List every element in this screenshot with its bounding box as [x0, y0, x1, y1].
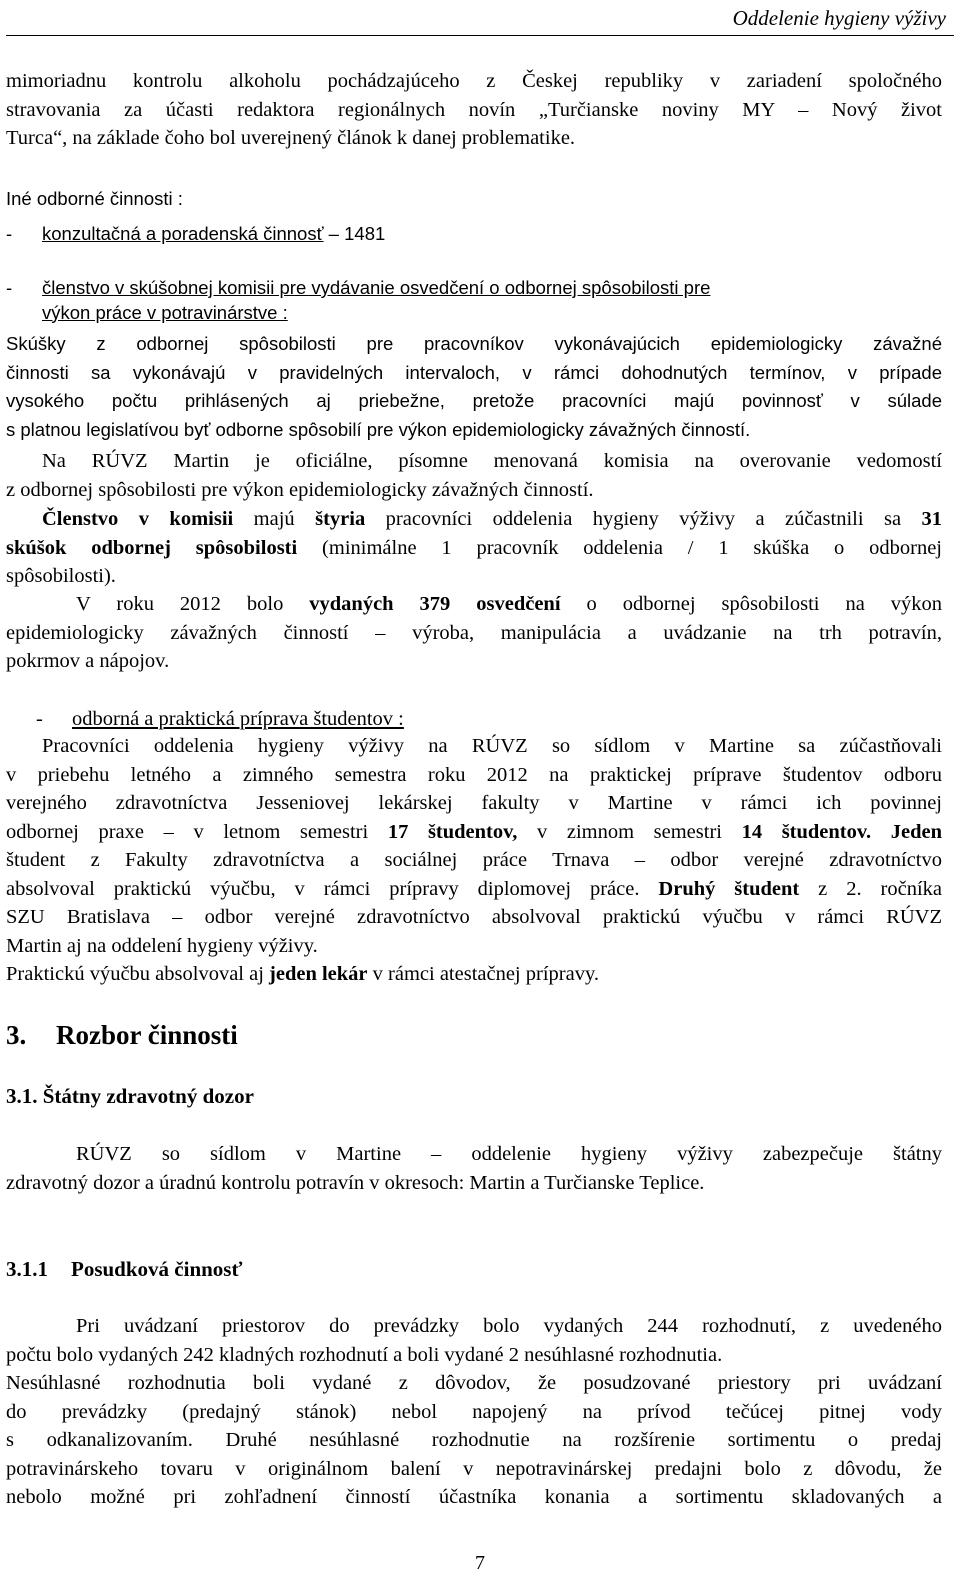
intro-paragraph: [6, 67, 942, 153]
certificates-paragraph: [6, 590, 942, 676]
text-line: v priebehu letného a zimného semestra roku 2012 na praktickej príprave študentov odboru: [6, 763, 942, 786]
text-line: s odkanalizovaním. Druhé nesúhlasné rozhodnutie na rozšírenie sortimentu o predaj: [6, 1429, 942, 1451]
page-number: 7: [475, 1552, 485, 1574]
text-line: študent z Fakulty zdravotníctva a sociálnej práce Trnava – odbor verejné zdravotníctvo: [6, 849, 942, 871]
text-line: činnosti sa vykonávajú v pravidelných intervaloch, v rámci dohodnutých termínov, v prípade: [6, 361, 942, 383]
text-line: nebolo možné pri zohľadnení činností účastníka konania a sortimentu skladovaných a: [6, 1486, 942, 1508]
list-dash: -: [6, 222, 13, 244]
assessment-paragraph: [6, 1312, 942, 1512]
running-header: Oddelenie hygieny výživy: [732, 6, 946, 30]
text-line: RÚVZ so sídlom v Martine – oddelenie hygieny výživy zabezpečuje štátny: [76, 1143, 942, 1165]
commission-label-2: výkon práce v potravinárstve :: [42, 301, 288, 323]
list-dash: -: [36, 708, 43, 730]
heading-title: Rozbor činnosti: [56, 1020, 238, 1050]
text: [871, 821, 891, 843]
section-3-heading: [6, 1017, 942, 1053]
membership-paragraph: [6, 505, 942, 591]
section-3-1-heading: [6, 1082, 942, 1111]
section-3-1-1-heading: [6, 1255, 942, 1284]
text: Praktickú výučbu absolvoval aj: [6, 963, 270, 985]
list-item-consulting: [6, 220, 942, 249]
text-line: [6, 875, 942, 904]
heading: [6, 1017, 942, 1053]
list-item-training: [6, 705, 942, 734]
bold-text: Druhý študent: [658, 877, 800, 900]
training-label: odborná a praktická príprava študentov :: [72, 708, 404, 730]
text: odbornej praxe – v letnom semestri: [6, 820, 388, 843]
heading: [6, 1255, 942, 1284]
heading: 3.1. Štátny zdravotný dozor: [6, 1084, 254, 1108]
student-training-item: [6, 705, 942, 734]
text-line: [6, 960, 942, 989]
other-activities-section: [6, 185, 942, 248]
commission-item: [6, 274, 942, 327]
text-line: Na RÚVZ Martin je oficiálne, písomne menovaná komisia na overovanie vedomostí: [42, 450, 942, 472]
bold-text: jeden lekár: [269, 963, 368, 985]
text-line: pokrmov a nápojov.: [6, 650, 170, 672]
text-line: Turca“, na základe čoho bol uverejnený článok k danej problematike.: [6, 127, 576, 149]
text-line: s platnou legislatívou byť odborne spôsobilí pre výkon epidemiologicky závažných činností.: [6, 418, 751, 440]
text: o odbornej spôsobilosti na výkon: [560, 593, 942, 615]
bold-text: 14 študentov.: [741, 820, 872, 843]
text-line: z odbornej spôsobilosti pre výkon epidemiologicky závažných činností.: [6, 478, 594, 501]
text-line: potravinárskeho tovaru v originálnom balení v nepotravinárskej predajni bolo z dôvodu, že: [6, 1457, 942, 1480]
other-activities-title: Iné odborné činnosti :: [6, 188, 183, 209]
text-line: Martin aj na oddelení hygieny výživy.: [6, 934, 318, 957]
commission-label-line: [6, 299, 942, 328]
text: majú: [233, 508, 316, 530]
text-line: Nesúhlasné rozhodnutia boli vydané z dôvodov, že posudzované priestory pri uvádzaní: [6, 1372, 942, 1394]
text-line: SZU Bratislava – odbor verejné zdravotníctvo absolvoval praktickú výučbu v rámci RÚVZ: [6, 906, 942, 928]
bold-text: Jeden: [890, 820, 942, 843]
text: v rámci atestačnej prípravy.: [367, 963, 599, 985]
text-line: Pri uvádzaní priestorov do prevádzky bolo vydaných 244 rozhodnutí, z uvedeného: [76, 1315, 942, 1337]
practice-paragraph: [6, 732, 942, 989]
text-line: počtu bolo vydaných 242 kladných rozhodnutí a boli vydané 2 nesúhlasné rozhodnutia.: [6, 1343, 723, 1366]
text-line: Pracovníci oddelenia hygieny výživy na RÚVZ so sídlom v Martine sa zúčastňovali: [42, 735, 942, 757]
text-line: vysokého počtu prihlásených aj priebežne, pretože pracovníci majú povinnosť v súlade: [6, 390, 942, 411]
bold-text: 31: [921, 508, 942, 530]
text-line: Skúšky z odbornej spôsobilosti pre pracovníkov vykonávajúcich epidemiologicky závažné: [6, 333, 942, 354]
text: V roku 2012 bolo: [76, 593, 310, 615]
bold-text: 17 študentov,: [387, 820, 518, 843]
text-line: [6, 818, 942, 847]
bold-text: štyria: [315, 508, 366, 530]
ruvz-commission-paragraph: [6, 447, 942, 504]
heading-number: 3.: [6, 1020, 27, 1050]
text: z 2. ročníka: [799, 877, 942, 900]
text: (minimálne 1 pracovník oddelenia / 1 skúška o odbornej: [297, 536, 943, 559]
text-line: spôsobilosti).: [6, 565, 116, 587]
list-dash: -: [6, 277, 13, 298]
bold-text: Členstvo v komisii: [42, 508, 234, 530]
text-line: do prevádzky (predajný stánok) nebol napojený na prívod tečúcej pitnej vody: [6, 1400, 942, 1423]
text-line: [6, 590, 942, 619]
exams-paragraph: [6, 330, 942, 444]
text-line: [6, 534, 942, 563]
consulting-label: konzultačná a poradenská činnosť: [42, 222, 324, 244]
bold-text: skúšok odbornej spôsobilosti: [6, 536, 298, 559]
bold-text: vydaných 379 osvedčení: [309, 593, 561, 615]
text: pracovníci oddelenia hygieny výživy a zúčastnili sa: [365, 508, 922, 530]
supervision-paragraph: [6, 1140, 942, 1197]
text-line: stravovania za účasti redaktora regionálnych novín „Turčianske noviny MY – Nový život: [6, 98, 942, 121]
text-line: mimoriadnu kontrolu alkoholu pochádzajúceho z Českej republiky v zariadení spoločného: [6, 70, 942, 92]
header-rule: [6, 35, 954, 36]
commission-label-1: členstvo v skúšobnej komisii pre vydávanie osvedčení o odbornej spôsobilosti pre: [42, 277, 711, 298]
text-line: zdravotný dozor a úradnú kontrolu potravín v okresoch: Martin a Turčianske Teplice.: [6, 1171, 705, 1194]
text: absolvoval praktickú výučbu, v rámci prípravy diplomovej práce.: [6, 877, 659, 900]
heading-number: 3.1.1: [6, 1257, 48, 1281]
text-line: epidemiologicky závažných činností – výroba, manipulácia a uvádzanie na trh potravín,: [6, 621, 942, 644]
consulting-count: – 1481: [323, 222, 386, 244]
text-line: [6, 505, 942, 534]
text: v zimnom semestri: [517, 820, 742, 843]
text-line: verejného zdravotníctva Jesseniovej lekárskej fakulty v Martine v rámci ich povinnej: [6, 792, 942, 814]
heading-title: Posudková činnosť: [71, 1257, 243, 1281]
